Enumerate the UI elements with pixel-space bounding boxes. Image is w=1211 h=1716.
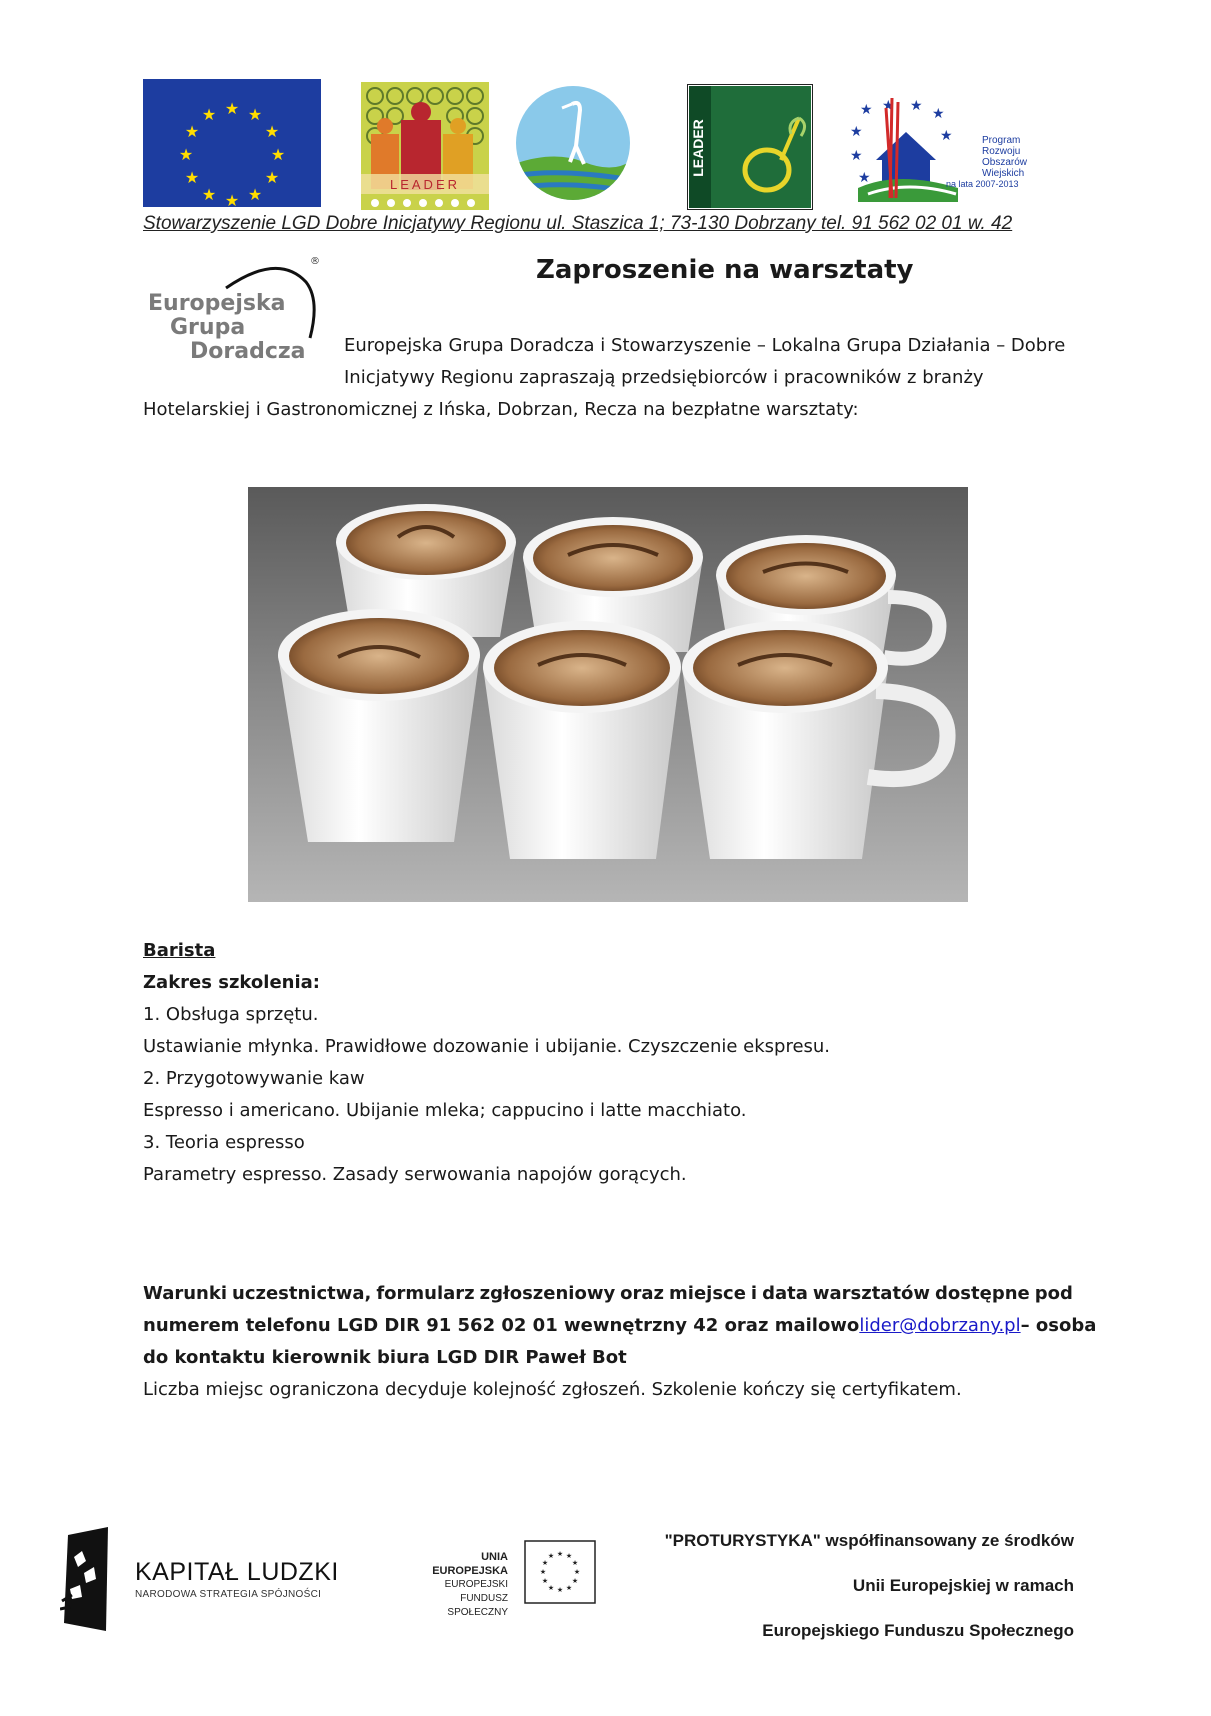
cappuccino-cups-photo [248,487,968,902]
conditions-word: oraz [620,1283,665,1304]
leader-green-logo [687,84,813,210]
egd-line: Europejska [148,291,286,316]
svg-text:★: ★ [201,105,217,124]
svg-text:★: ★ [573,1568,581,1576]
svg-text:★: ★ [270,145,286,164]
training-item: Ustawianie młynka. Prawidłowe dozowanie i ubijanie. Czyszczenie ekspresu. [143,1036,831,1057]
leader-people-logo [361,82,489,210]
funding-statement [571,1518,1074,1653]
svg-text:★: ★ [547,1552,555,1560]
conditions-line [143,1342,1073,1374]
kl-title: KAPITAŁ LUDZKI [135,1558,339,1586]
conditions-word: warsztatów [812,1283,931,1304]
svg-text:★: ★ [556,1550,564,1558]
svg-text:★: ★ [858,170,871,186]
intro-paragraph [143,330,1073,426]
training-item: 3. Teoria espresso [143,1132,305,1153]
page-title: Zaproszenie na warsztaty [536,255,914,285]
ue-line: UNIA EUROPEJSKA [432,1551,508,1577]
svg-text:★: ★ [932,106,945,122]
training-item: 1. Obsługa sprzętu. [143,1004,319,1025]
svg-text:★: ★ [224,191,240,207]
svg-text:★: ★ [224,99,240,118]
heron-lake-logo [514,84,632,202]
svg-text:★: ★ [178,145,194,164]
svg-text:★: ★ [264,122,280,141]
funding-line: Unii Europejskiej w ramach [852,1576,1074,1595]
svg-text:★: ★ [201,185,217,204]
conditions-word: zgłoszeniowy [479,1283,616,1304]
cup-front-left [278,609,480,842]
training-name: Barista [143,940,216,961]
training-scope-label: Zakres szkolenia: [143,972,320,993]
prow-line: na lata 2007-2013 [946,179,1019,189]
svg-text:★: ★ [247,105,263,124]
prow-logo-text [946,135,1028,190]
svg-text:★: ★ [850,124,863,140]
egd-line: Grupa [170,315,246,340]
conditions-word: pod [1034,1283,1073,1304]
ue-efs-text [404,1550,508,1620]
conditions-line [143,1278,1073,1310]
conditions-word: Warunki [143,1283,228,1304]
conditions-contact-text: – osoba [1020,1315,1097,1336]
conditions-word: miejsce [669,1283,746,1304]
svg-text:★: ★ [184,168,200,187]
training-item: Parametry espresso. Zasady serwowania napojów gorących. [143,1164,687,1185]
training-item: 2. Przygotowywanie kaw [143,1068,365,1089]
conditions-contact-person: do kontaktu kierownik biura LGD DIR Paweł Bot [143,1347,627,1368]
svg-text:★: ★ [264,168,280,187]
intro-line: Europejska Grupa Doradcza i Stowarzyszenie – Lokalna Grupa Działania – Dobre [344,335,1066,356]
ue-line: EUROPEJSKI [444,1579,508,1590]
svg-text:★: ★ [571,1577,579,1585]
svg-text:★: ★ [940,128,953,144]
kl-subtitle: NARODOWA STRATEGIA SPÓJNOŚCI [135,1589,322,1600]
svg-text:★: ★ [556,1586,564,1594]
svg-text:LEADER: LEADER [389,177,461,192]
kapital-ludzki-logo [135,1558,339,1600]
conditions-word: formularz [376,1283,475,1304]
logo-row [0,0,1211,215]
conditions-word: data [762,1283,808,1304]
svg-text:★: ★ [860,102,873,118]
conditions-word: dostępne [935,1283,1030,1304]
svg-text:★: ★ [541,1559,549,1567]
prow-line: Wiejskich [982,168,1025,179]
eu-flag-icon [143,79,321,207]
prow-line: Program [982,135,1021,146]
funding-line: Europejskiego Funduszu Społecznego [762,1621,1074,1640]
funding-line: "PROTURYSTYKA" współfinansowany ze środków [664,1531,1074,1550]
conditions-phone-text: numerem telefonu LGD DIR 91 562 02 01 wewnętrzny 42 oraz mailowo [143,1315,860,1336]
intro-line: Hotelarskiej i Gastronomicznej z Ińska, Dobrzan, Recza na bezpłatne warsztaty: [143,399,859,420]
prow-line: Obszarów [982,157,1028,168]
prow-line: Rozwoju [982,146,1021,157]
training-item: Espresso i americano. Ubijanie mleka; cappucino i latte macchiato. [143,1100,747,1121]
svg-text:★: ★ [882,98,895,114]
intro-line: Inicjatywy Regionu zapraszają przedsiębiorców i pracowników z branży [344,367,984,388]
kapital-ludzki-emblem [60,1527,116,1631]
conditions-word: i [750,1283,758,1304]
training-section [143,935,1073,1191]
svg-text:★: ★ [565,1584,573,1592]
svg-text:★: ★ [910,98,923,114]
conditions-word: uczestnictwa, [232,1283,372,1304]
conditions-note: Liczba miejsc ograniczona decyduje kolejność zgłoszeń. Szkolenie kończy się certyfikatem. [143,1379,962,1400]
registered-mark: ® [310,256,320,267]
svg-text:★: ★ [850,148,863,164]
svg-text:★: ★ [565,1552,573,1560]
svg-text:★: ★ [184,122,200,141]
ue-line: FUNDUSZ SPOŁECZNY [447,1593,508,1618]
svg-text:★: ★ [541,1577,549,1585]
svg-text:★: ★ [539,1568,547,1576]
organization-address: Stowarzyszenie LGD Dobre Inicjatywy Regionu ul. Staszica 1; 73-130 Dobrzany tel. 91 562 02 01 w. 42 [143,213,1013,234]
conditions-line [143,1310,1097,1342]
egd-line: Doradcza [190,339,306,364]
svg-text:★: ★ [571,1559,579,1567]
participation-conditions [143,1278,1097,1406]
svg-text:★: ★ [547,1584,555,1592]
email-link[interactable]: lider@dobrzany.pl [859,1315,1021,1336]
svg-text:★: ★ [247,185,263,204]
svg-text:LEADER: LEADER [690,119,706,177]
